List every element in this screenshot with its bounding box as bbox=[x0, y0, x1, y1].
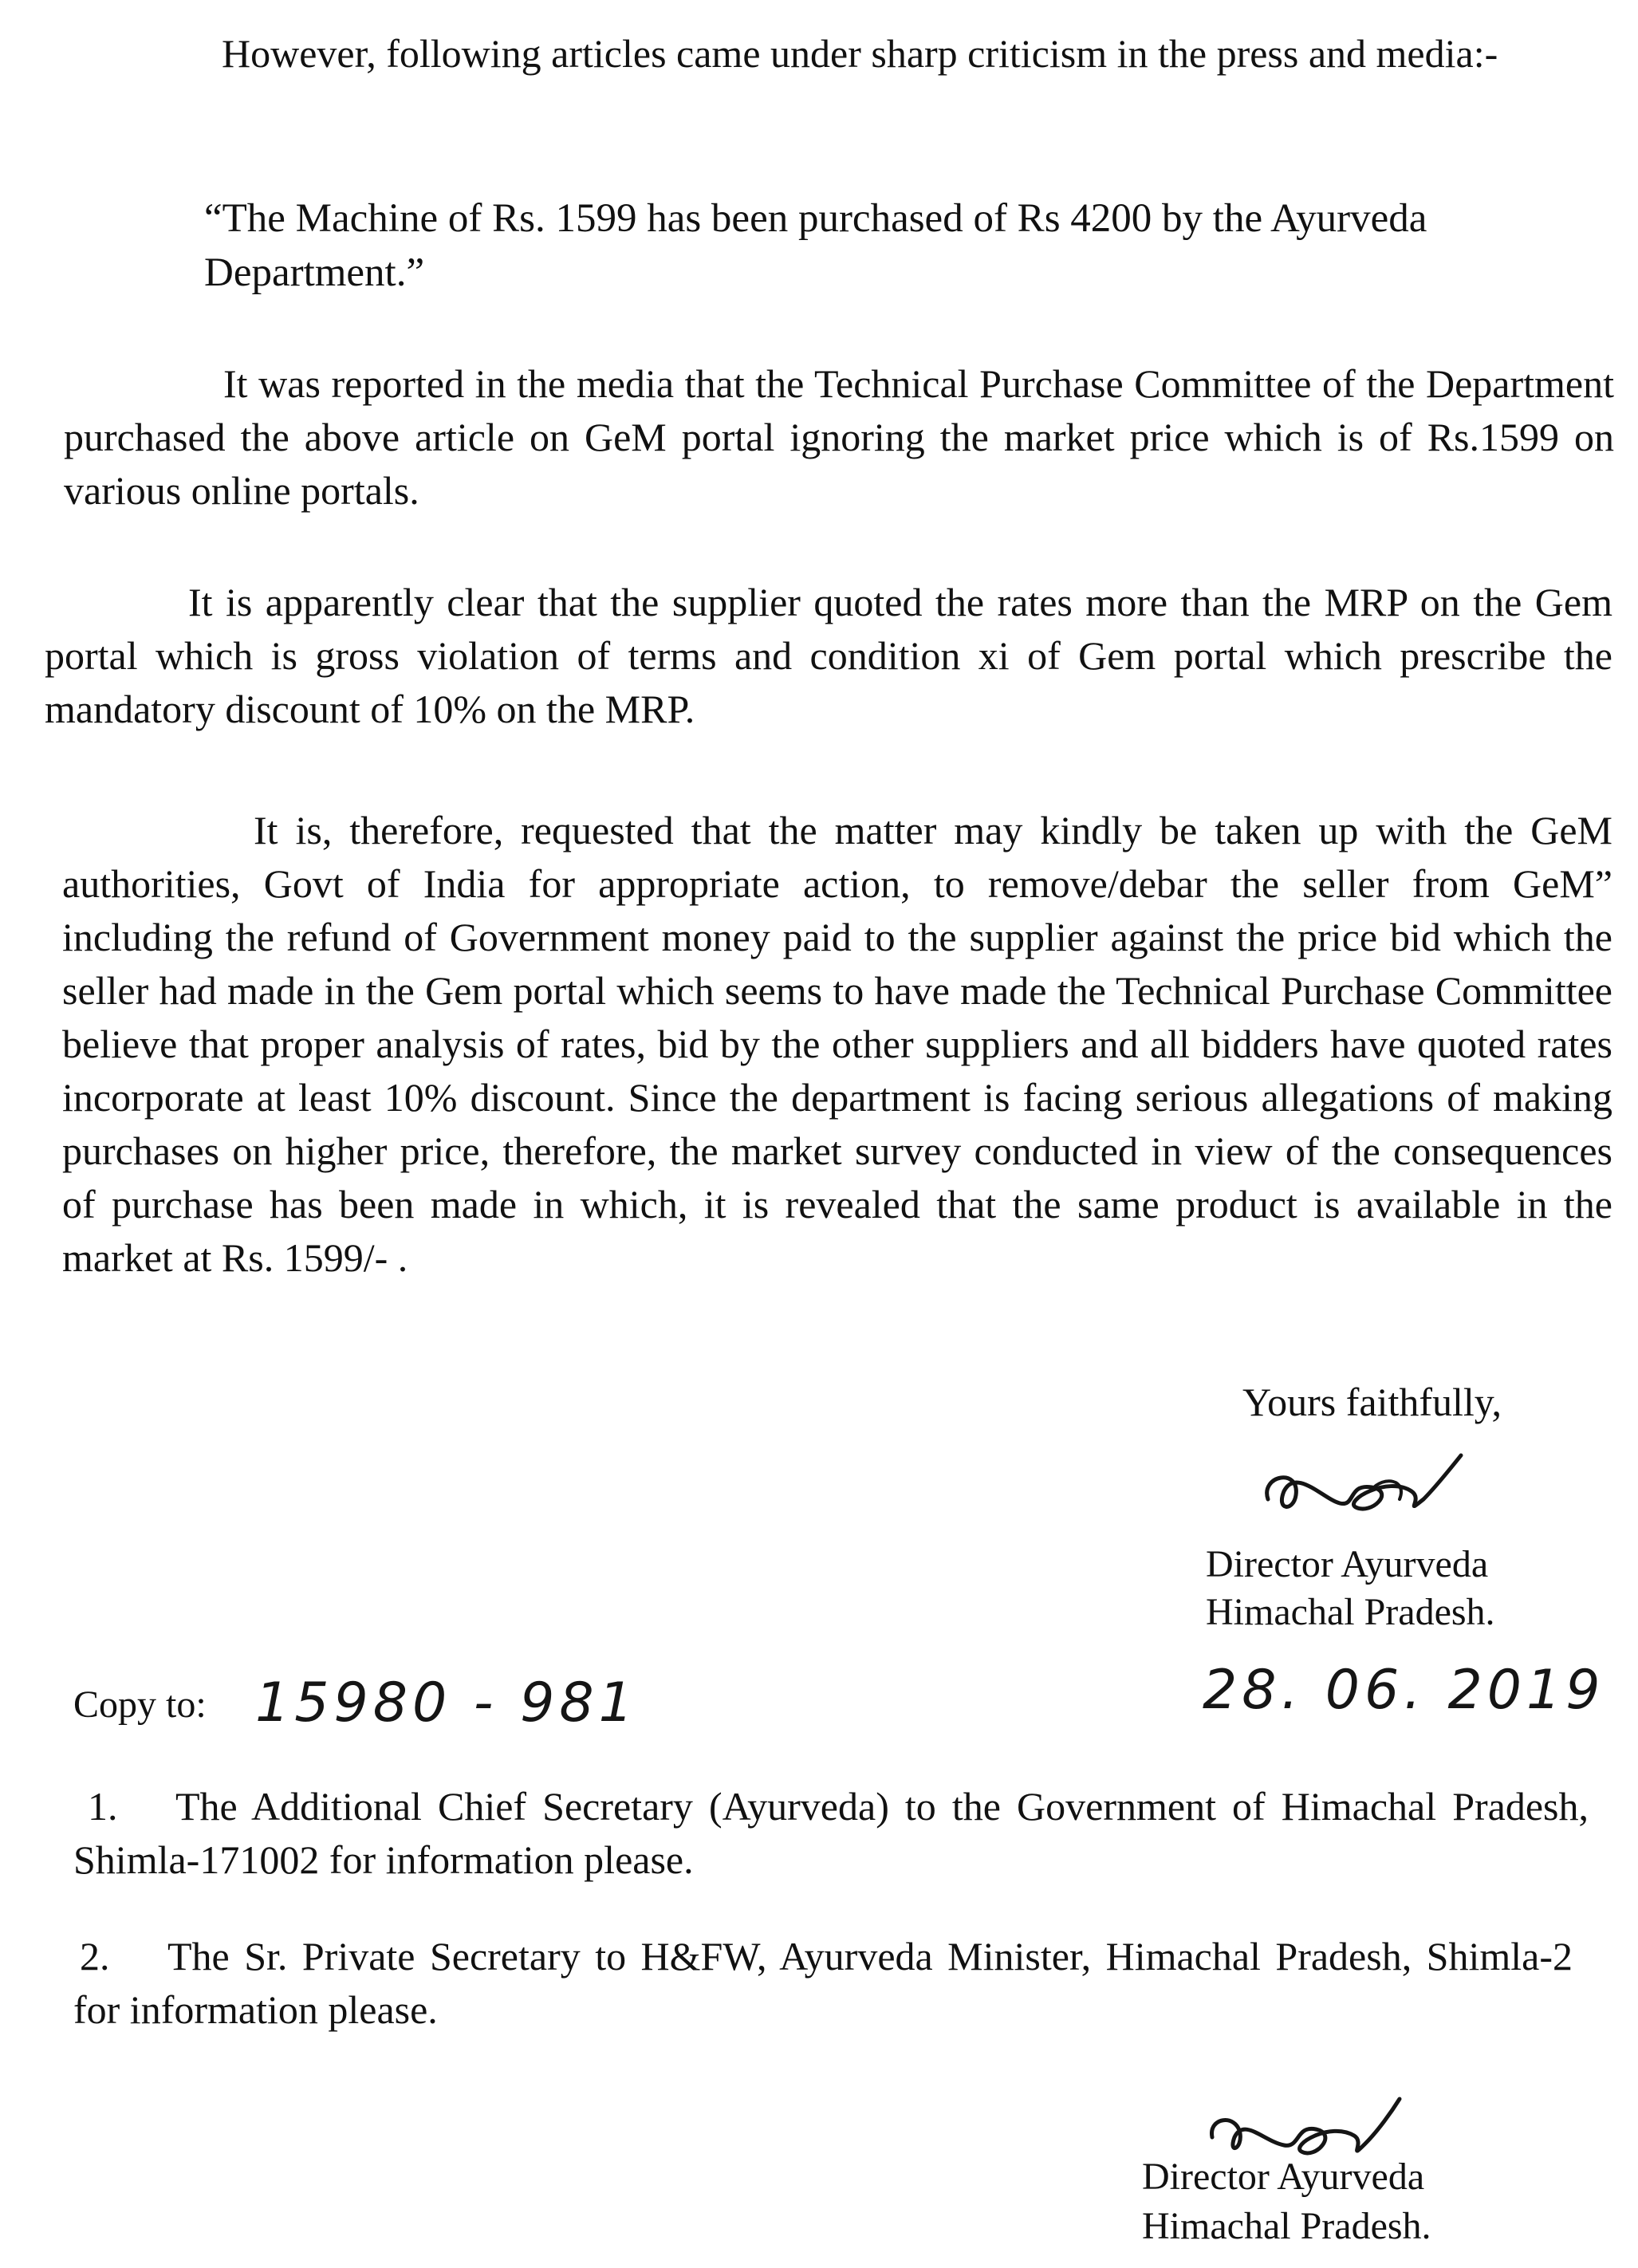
recipient-text: The Additional Chief Secretary (Ayurveda) to the Government of Himachal Pradesh, Shimla-171002 for information please. bbox=[73, 1784, 1589, 1882]
copy-recipient-1 bbox=[73, 1780, 1589, 1887]
closing-state: Himachal Pradesh. bbox=[1206, 1591, 1495, 1633]
quoted-article: “The Machine of Rs. 1599 has been purchased of Rs 4200 by the Ayurveda Department.” bbox=[204, 196, 1427, 295]
intro-paragraph: However, following articles came under sharp criticism in the press and media:- bbox=[222, 31, 1498, 76]
handwritten-dispatch-number: 15980 - 981 bbox=[255, 1671, 638, 1734]
closing-2-designation: Director Ayurveda bbox=[1142, 2156, 1425, 2198]
recipient-text: The Sr. Private Secretary to H&FW, Ayurveda Minister, Himachal Pradesh, Shimla-2 for information please. bbox=[73, 1934, 1573, 2032]
paragraph-media-report: It was reported in the media that the Technical Purchase Committee of the Department purchased the above article on GeM portal ignoring the market price which is of Rs.1599 on various online portals. bbox=[64, 361, 1614, 513]
paragraph-request: It is, therefore, requested that the matter may kindly be taken up with the GeM authorities, Govt of India for appropriate action, to remove/debar the seller from GeM” including the refund of Government money paid to the supplier against the price bid which the seller had made in the Gem portal which seems to have made the Technical Purchase Committee believe that proper analysis of rates, bid by the other suppliers and all bidders have quoted rates incorporate at least 10% discount. Since the department is facing serious allegations of making purchases on higher price, therefore, the market survey conducted in view of the consequences of purchase has been made in which, it is revealed that the same product is available in the market at Rs. 1599/- . bbox=[62, 808, 1612, 1280]
copy-recipient-2 bbox=[73, 1930, 1573, 2037]
closing-2-state: Himachal Pradesh. bbox=[1142, 2205, 1431, 2247]
recipient-number: 1. bbox=[88, 1784, 118, 1829]
recipient-number: 2. bbox=[80, 1934, 110, 1979]
paragraph-mrp-violation: It is apparently clear that the supplier quoted the rates more than the MRP on the Gem portal which is gross violation of terms and condition xi of Gem portal which prescribe the mandatory discount of 10% on the MRP. bbox=[45, 580, 1612, 731]
closing-salutation: Yours faithfully, bbox=[1242, 1380, 1502, 1424]
copy-to-label: Copy to: bbox=[73, 1683, 207, 1726]
handwritten-date: 28. 06. 2019 bbox=[1203, 1659, 1605, 1722]
closing-designation: Director Ayurveda bbox=[1206, 1543, 1489, 1585]
signature-1 bbox=[1252, 1443, 1491, 1539]
